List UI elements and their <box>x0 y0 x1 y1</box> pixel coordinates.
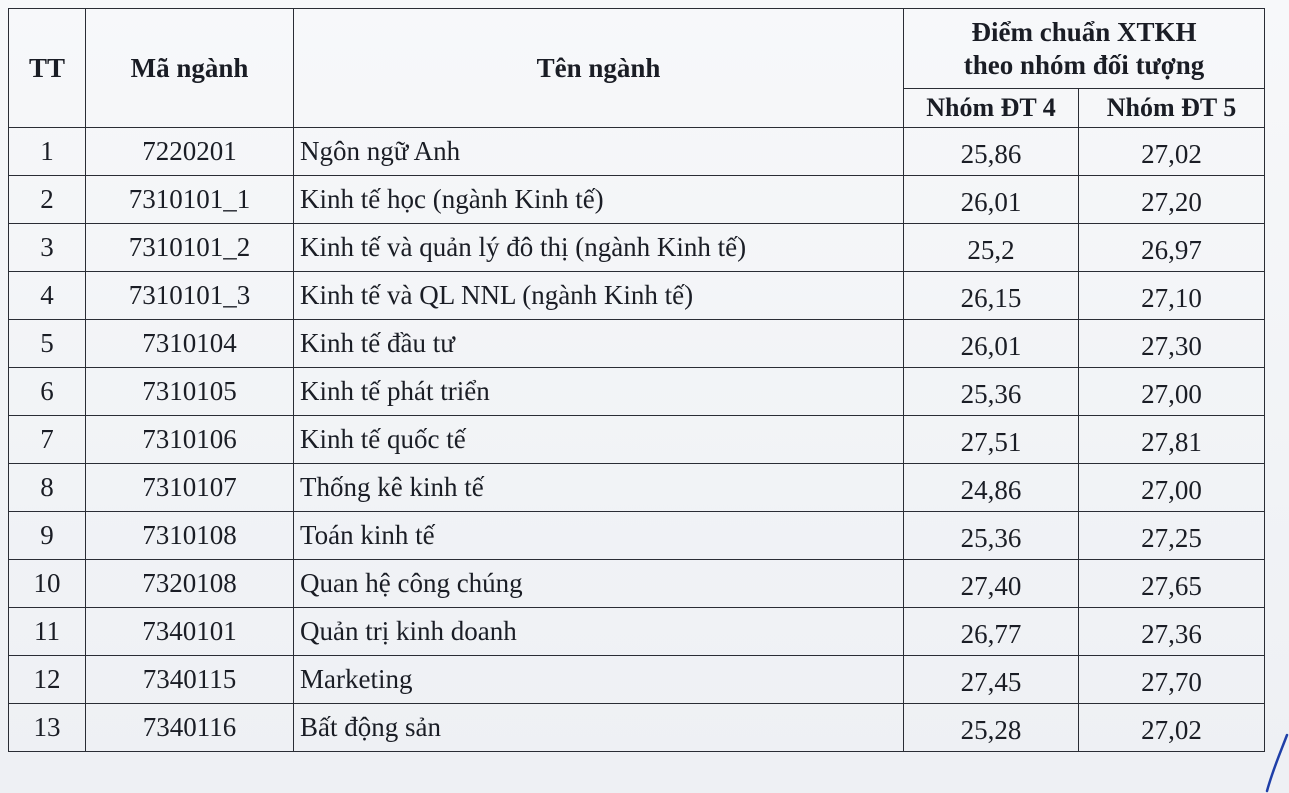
header-group-line-2: theo nhóm đối tượng <box>963 49 1205 80</box>
table-row <box>9 368 1265 416</box>
cell-nhom-5: 27,81 <box>1079 416 1265 464</box>
header-ma-nganh: Mã ngành <box>86 9 294 128</box>
table-row <box>9 464 1265 512</box>
cell-ten-nganh: Kinh tế phát triển <box>294 368 904 416</box>
cell-tt: 1 <box>9 128 86 176</box>
cell-tt: 10 <box>9 560 86 608</box>
cell-nhom-4: 27,45 <box>904 656 1079 704</box>
table-row <box>9 176 1265 224</box>
cell-nhom-4: 25,36 <box>904 512 1079 560</box>
cell-nhom-5: 27,65 <box>1079 560 1265 608</box>
cell-ma-nganh: 7310101_2 <box>86 224 294 272</box>
table-body <box>9 128 1265 752</box>
cell-nhom-5: 27,00 <box>1079 464 1265 512</box>
cell-ten-nganh: Thống kê kinh tế <box>294 464 904 512</box>
cell-nhom-4: 26,01 <box>904 176 1079 224</box>
cell-nhom-4: 25,36 <box>904 368 1079 416</box>
table-row <box>9 224 1265 272</box>
cell-nhom-4: 25,2 <box>904 224 1079 272</box>
cell-nhom-5: 27,02 <box>1079 704 1265 752</box>
cell-ten-nganh: Kinh tế và QL NNL (ngành Kinh tế) <box>294 272 904 320</box>
table-row <box>9 320 1265 368</box>
cell-ten-nganh: Bất động sản <box>294 704 904 752</box>
cell-ten-nganh: Quan hệ công chúng <box>294 560 904 608</box>
header-group-line-1: Điểm chuẩn XTKH <box>971 16 1197 47</box>
header-nhom-dt-5: Nhóm ĐT 5 <box>1079 89 1265 128</box>
cell-ma-nganh: 7310101_1 <box>86 176 294 224</box>
cell-ten-nganh: Ngôn ngữ Anh <box>294 128 904 176</box>
header-diem-chuan-group <box>904 9 1265 89</box>
cell-tt: 3 <box>9 224 86 272</box>
cell-ten-nganh: Marketing <box>294 656 904 704</box>
table-row <box>9 128 1265 176</box>
cell-ma-nganh: 7310106 <box>86 416 294 464</box>
cell-nhom-5: 27,00 <box>1079 368 1265 416</box>
table-row <box>9 416 1265 464</box>
cell-nhom-5: 27,30 <box>1079 320 1265 368</box>
cell-nhom-5: 27,02 <box>1079 128 1265 176</box>
cell-ma-nganh: 7320108 <box>86 560 294 608</box>
cell-tt: 2 <box>9 176 86 224</box>
cell-ma-nganh: 7340101 <box>86 608 294 656</box>
cell-nhom-4: 26,15 <box>904 272 1079 320</box>
cell-nhom-5: 27,25 <box>1079 512 1265 560</box>
cell-ten-nganh: Kinh tế quốc tế <box>294 416 904 464</box>
cell-ma-nganh: 7310104 <box>86 320 294 368</box>
cell-ten-nganh: Kinh tế và quản lý đô thị (ngành Kinh tế) <box>294 224 904 272</box>
table-row <box>9 656 1265 704</box>
header-tt: TT <box>9 9 86 128</box>
cell-ma-nganh: 7310101_3 <box>86 272 294 320</box>
cell-ma-nganh: 7340115 <box>86 656 294 704</box>
cell-ma-nganh: 7340116 <box>86 704 294 752</box>
cell-ten-nganh: Quản trị kinh doanh <box>294 608 904 656</box>
table-row <box>9 560 1265 608</box>
header-ten-nganh: Tên ngành <box>294 9 904 128</box>
cell-ma-nganh: 7220201 <box>86 128 294 176</box>
cell-ten-nganh: Toán kinh tế <box>294 512 904 560</box>
cell-tt: 11 <box>9 608 86 656</box>
cell-tt: 12 <box>9 656 86 704</box>
cell-nhom-5: 27,70 <box>1079 656 1265 704</box>
cell-nhom-4: 27,51 <box>904 416 1079 464</box>
cell-ten-nganh: Kinh tế học (ngành Kinh tế) <box>294 176 904 224</box>
cell-nhom-5: 27,20 <box>1079 176 1265 224</box>
cell-tt: 8 <box>9 464 86 512</box>
pen-stroke-mark <box>1259 733 1289 793</box>
cell-nhom-5: 26,97 <box>1079 224 1265 272</box>
cell-nhom-4: 26,01 <box>904 320 1079 368</box>
admission-score-table <box>8 8 1265 752</box>
table-row <box>9 704 1265 752</box>
cell-nhom-5: 27,10 <box>1079 272 1265 320</box>
header-nhom-dt-4: Nhóm ĐT 4 <box>904 89 1079 128</box>
table-row <box>9 608 1265 656</box>
cell-tt: 13 <box>9 704 86 752</box>
cell-tt: 7 <box>9 416 86 464</box>
cell-ma-nganh: 7310107 <box>86 464 294 512</box>
cell-nhom-5: 27,36 <box>1079 608 1265 656</box>
table-row <box>9 272 1265 320</box>
cell-nhom-4: 26,77 <box>904 608 1079 656</box>
cell-ten-nganh: Kinh tế đầu tư <box>294 320 904 368</box>
table-row <box>9 512 1265 560</box>
cell-nhom-4: 27,40 <box>904 560 1079 608</box>
cell-nhom-4: 25,28 <box>904 704 1079 752</box>
cell-nhom-4: 24,86 <box>904 464 1079 512</box>
cell-nhom-4: 25,86 <box>904 128 1079 176</box>
cell-tt: 6 <box>9 368 86 416</box>
cell-ma-nganh: 7310108 <box>86 512 294 560</box>
cell-tt: 4 <box>9 272 86 320</box>
cell-tt: 5 <box>9 320 86 368</box>
cell-tt: 9 <box>9 512 86 560</box>
cell-ma-nganh: 7310105 <box>86 368 294 416</box>
